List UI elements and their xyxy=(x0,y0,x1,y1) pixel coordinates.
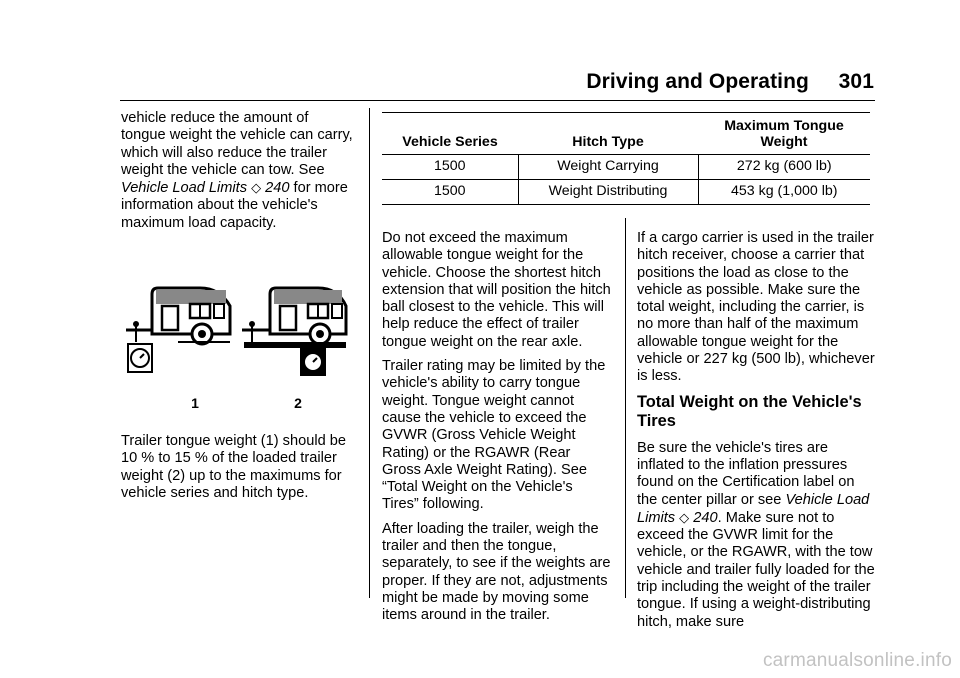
vehicle-load-limits-link[interactable]: Vehicle Load Limits xyxy=(121,180,248,197)
watermark: carmanualsonline.info xyxy=(762,650,952,671)
header-rule xyxy=(120,100,875,101)
col-header-hitch-type: Hitch Type xyxy=(572,134,644,150)
col2-text xyxy=(382,230,612,632)
col-header-max-tongue-weight: Maximum Tongue Weight xyxy=(724,118,844,150)
col1-para1-text: vehicle reduce the amount of tongue weight the vehicle can carry, which will also reduce the trailer weight the vehicle can tow. See xyxy=(121,110,353,178)
col2-para3: After loading the trailer, weigh the trailer and then the tongue, separately, to see if the weights are proper. If they are not, adjustments might be made by moving some items around in the trailer. xyxy=(382,520,611,624)
col3-para1: If a cargo carrier is used in the trailer hitch receiver, choose a carrier that positions the load as close to the vehicle as possible. Make sure the total weight, including the carrier, is no more than half of the maximum allowable tongue weight for the vehicle or 227 kg (500 lb), whichever is less. xyxy=(637,230,875,385)
table-cell: 1500 xyxy=(382,180,518,205)
col2-para2: Trailer rating may be limited by the vehicle's ability to carry tongue weight. Tongue weight cannot cause the vehicle to exceed the GVWR (Gross Vehicle Weight Rating) or the RGAWR (Rear Gross Axle Weight Rating). See “Total Weight on the Vehicle's Tires” following. xyxy=(382,358,606,513)
tongue-weight-figure xyxy=(124,284,348,412)
col1-intro-paragraph xyxy=(121,110,357,239)
col-header-vehicle-series: Vehicle Series xyxy=(402,134,498,150)
page-ref-240[interactable]: 240 xyxy=(265,180,290,197)
xref-arrow-icon: ◇ xyxy=(251,180,262,196)
vehicle-load-limits-link-2[interactable]: Vehicle Load Limits xyxy=(637,491,870,526)
col3-para2-tail: . Make sure not to exceed the GVWR limit for the vehicle, or the RGAWR, with the tow vehicle and trailer fully loaded for the trip including the weight of the trailer tongue. If using a weight-distributing hitch, make sure xyxy=(637,509,875,630)
table-row xyxy=(382,155,870,180)
trailer-1-icon xyxy=(126,288,230,372)
table-cell: Weight Carrying xyxy=(518,155,698,180)
column-divider-right xyxy=(625,218,626,598)
trailer-2-icon xyxy=(242,288,346,376)
section-heading-total-weight: Total Weight on the Vehicle's Tires xyxy=(637,392,862,430)
page-ref-240-2[interactable]: 240 xyxy=(693,509,718,526)
table-cell: Weight Distributing xyxy=(518,180,698,205)
header-section-title: Driving and Operating xyxy=(586,70,809,93)
col1-para1-tail: for more information about the vehicle's maximum load capacity. xyxy=(121,180,348,231)
trailer-scale-illustration xyxy=(124,284,348,412)
col3-para2-text: Be sure the vehicle's tires are inflated to the inflation pressures found on the Certification label on the center pillar or see xyxy=(637,439,855,508)
xref-arrow-icon: ◇ xyxy=(679,509,690,525)
page-number: 301 xyxy=(838,70,874,93)
table-cell: 1500 xyxy=(382,155,518,180)
figure-label-1: 1 xyxy=(191,395,199,411)
table-cell: 272 kg (600 lb) xyxy=(698,155,870,180)
column-divider-left xyxy=(369,108,370,598)
col3-text xyxy=(637,230,877,638)
table-header-row xyxy=(382,113,870,155)
tongue-weight-table xyxy=(382,112,870,205)
col1-tongue-weight-paragraph xyxy=(121,433,361,509)
col1-para2-text: Trailer tongue weight (1) should be 10 % to 15 % of the loaded trailer weight (2) up to the maximums for vehicle series and hitch type. xyxy=(121,433,346,501)
page-header xyxy=(586,70,874,94)
figure-label-2: 2 xyxy=(294,395,302,411)
col2-para1: Do not exceed the maximum allowable tongue weight for the vehicle. Choose the shortest hitch extension that will position the hitch ball closest to the vehicle. This will help reduce the effect of trailer tongue weight on the rear axle. xyxy=(382,230,611,350)
table-cell: 453 kg (1,000 lb) xyxy=(698,180,870,205)
table-row xyxy=(382,180,870,205)
